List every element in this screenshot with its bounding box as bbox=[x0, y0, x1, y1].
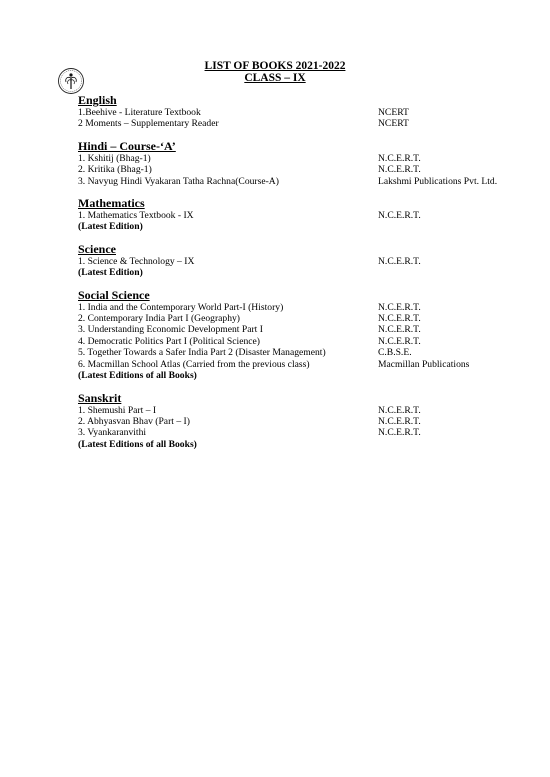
book-title: 1. Mathematics Textbook - IX bbox=[78, 210, 194, 222]
book-publisher: N.C.E.R.T. bbox=[378, 427, 421, 439]
subject-heading: Social Science bbox=[78, 287, 150, 302]
book-publisher: N.C.E.R.T. bbox=[378, 324, 421, 336]
book-row bbox=[78, 107, 498, 118]
book-title: 3. Navyug Hindi Vyakaran Tatha Rachna(Course-A) bbox=[78, 175, 279, 187]
subject-section bbox=[78, 140, 498, 187]
subject-section bbox=[78, 392, 498, 451]
book-row bbox=[78, 359, 498, 370]
book-row bbox=[78, 153, 498, 164]
book-title: 1. Kshitij (Bhag-1) bbox=[78, 152, 151, 164]
book-publisher: N.C.E.R.T. bbox=[378, 210, 421, 222]
subject-section bbox=[78, 94, 498, 130]
subject-heading: Mathematics bbox=[78, 196, 145, 211]
book-publisher: Macmillan Publications bbox=[378, 358, 470, 370]
subject-section bbox=[78, 289, 498, 382]
book-title: 1.Beehive - Literature Textbook bbox=[78, 107, 201, 118]
book-row bbox=[78, 313, 498, 324]
book-publisher: Lakshmi Publications Pvt. Ltd. bbox=[378, 175, 498, 187]
book-publisher: N.C.E.R.T. bbox=[378, 335, 421, 347]
book-title: 3. Understanding Economic Development Part I bbox=[78, 324, 263, 336]
class-title: CLASS – IX bbox=[244, 72, 306, 84]
book-list bbox=[78, 94, 498, 460]
edition-note: (Latest Editions of all Books) bbox=[78, 438, 197, 450]
book-row bbox=[78, 324, 498, 335]
book-title: 5. Together Towards a Safer India Part 2 (Disaster Management) bbox=[78, 347, 326, 359]
book-row bbox=[78, 427, 498, 438]
book-title: 6. Macmillan School Atlas (Carried from the previous class) bbox=[78, 358, 310, 370]
book-row bbox=[78, 336, 498, 347]
edition-note: (Latest Edition) bbox=[78, 221, 143, 233]
subject-heading: Sanskrit bbox=[78, 390, 122, 405]
book-publisher: N.C.E.R.T. bbox=[378, 164, 421, 176]
book-publisher: N.C.E.R.T. bbox=[378, 152, 421, 164]
book-title: 1. Science & Technology – IX bbox=[78, 255, 195, 267]
book-publisher: C.B.S.E. bbox=[378, 347, 412, 359]
book-publisher: N.C.E.R.T. bbox=[378, 415, 421, 427]
book-row bbox=[78, 302, 498, 313]
book-publisher: N.C.E.R.T. bbox=[378, 313, 421, 325]
edition-note: (Latest Edition) bbox=[78, 267, 143, 279]
book-row bbox=[78, 256, 498, 267]
subject-heading: Science bbox=[78, 241, 116, 256]
subject-section bbox=[78, 243, 498, 279]
book-title: 1. Shemushi Part – I bbox=[78, 404, 157, 416]
book-title: 1. India and the Contemporary World Part-I (History) bbox=[78, 301, 284, 313]
book-row bbox=[78, 176, 498, 187]
book-title: 3. Vyankaranvithi bbox=[78, 427, 147, 439]
book-publisher: N.C.E.R.T. bbox=[378, 404, 421, 416]
book-title: 2. Kritika (Bhag-1) bbox=[78, 164, 152, 176]
book-publisher: NCERT bbox=[378, 118, 409, 130]
book-publisher: N.C.E.R.T. bbox=[378, 301, 421, 313]
book-title: 2. Contemporary India Part I (Geography) bbox=[78, 313, 240, 325]
book-title: 4. Democratic Politics Part I (Political Science) bbox=[78, 335, 260, 347]
book-row bbox=[78, 164, 498, 175]
book-row bbox=[78, 405, 498, 416]
book-row bbox=[78, 210, 498, 221]
book-title: 2 Moments – Supplementary Reader bbox=[78, 118, 219, 130]
book-publisher: N.C.E.R.T. bbox=[378, 255, 421, 267]
edition-note: (Latest Editions of all Books) bbox=[78, 370, 197, 382]
book-publisher: NCERT bbox=[378, 107, 409, 118]
book-title: 2. Abhyasvan Bhav (Part – I) bbox=[78, 415, 190, 427]
subject-heading: English bbox=[78, 93, 117, 107]
subject-section bbox=[78, 197, 498, 233]
book-row bbox=[78, 118, 498, 129]
subject-heading: Hindi – Course-‘A’ bbox=[78, 138, 176, 153]
document-title: LIST OF BOOKS 2021-2022 bbox=[204, 60, 346, 72]
book-row bbox=[78, 347, 498, 358]
book-row bbox=[78, 416, 498, 427]
